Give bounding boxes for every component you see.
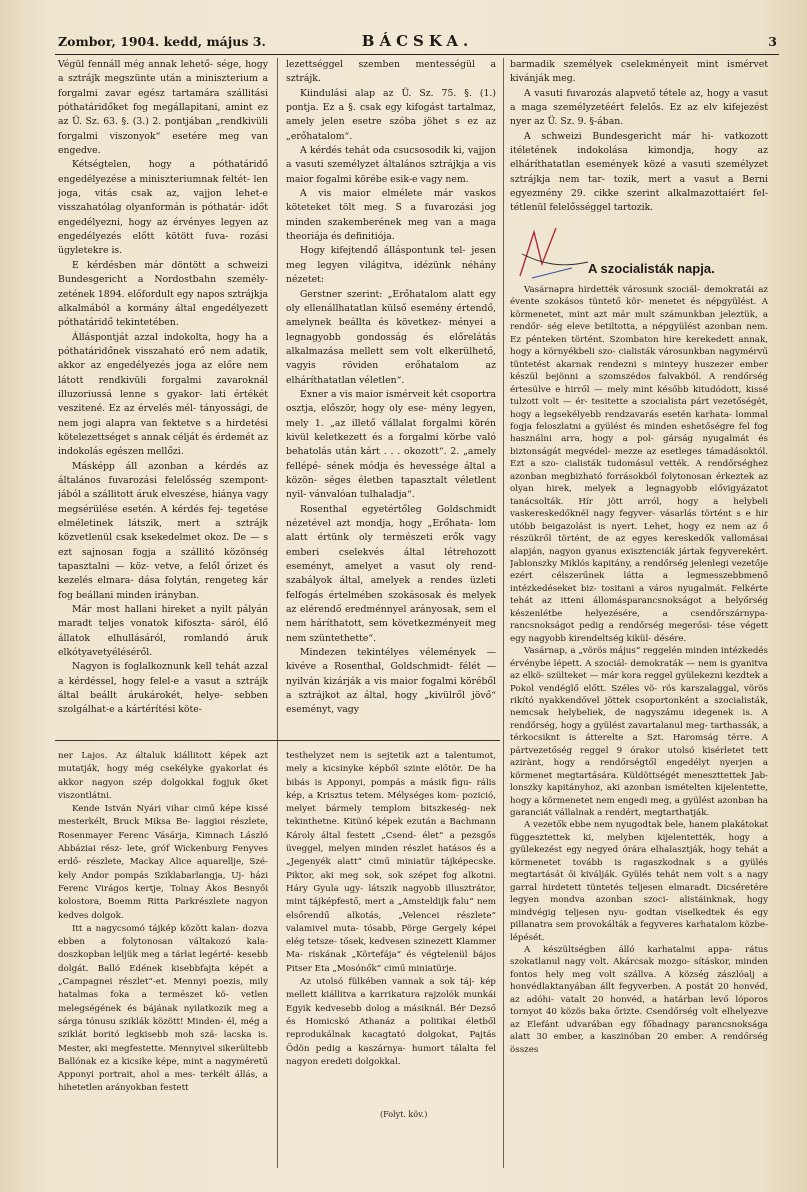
- paragraph: ner Lajos. Az általuk kiállitott képek azt mutatják, hogy még csekélyke gyakorlat és akkor nagyon szép dolgokkal fogjuk őket viszontlátni.: [58, 751, 268, 801]
- section-divider: [55, 740, 500, 741]
- paragraph: Kende István Nyári vihar cimű képe kissé mesterkélt, Bruck Miksa Be- laggioi részlete, Rosenmayer Ferenc Vásárja, Kimnach László Abbáziai rész- lete, gróf Wickenburg Fenyves erdő- részlete, Mackay Alice aquarellje, Szé- kely Andor pompás Sziklabarlangja, Uj- házi Ferenc Virágos kertje, Tolnay Ákos Besnyői kolostora, Boemm Ritta Parkrészlete nagyon kedves dolgok.: [58, 804, 268, 921]
- paragraph: A vezetők ebbe nem nyugodtak bele, hanem plakátokat függesztettek ki, melyben kijelentették, hogy a gyülekezést egy negyed órára elhalasztják, hogy tehát a körmenetet tovább is ragaszkodnak s a gyülés megtartását ői kiválják. Gyülés tehát nem volt s a nagy garral hirdetett tüntetés teljesen elmaradt. Dicséretére legyen mondva azonban szoci- alistáinknak, hogy mindvégig teljesen nyu- godtan viselkedtek és egy pillanatra sem provokálták a fegyveres karhatalom közbe- lépését.: [510, 820, 768, 943]
- article-column-1: [58, 58, 268, 738]
- paragraph: Már most hallani hireket a nyilt pályán maradt teljes vonatok kifoszta- sáról, élő állatok elhullásáról, romlandó áruk elkótyavetyéléséről.: [58, 604, 268, 659]
- newspaper-title: BÁCSKA.: [361, 32, 474, 50]
- paragraph: Hogy kifejtendő álláspontunk tel- jesen meg legyen világitva, idézünk néhány nézetet:: [286, 245, 496, 286]
- paragraph: A schweizi Bundesgericht már hi- vatkozott itéletének indokolása kimondja, hogy az elháríthatatlan események közé a vasuti személyzet sztrájkja nem tar- tozik, mert a vasut a Berni egyezmény 29. cikke szerint alkalmazottaiért fel- tétlenül felelősséggel tartozik.: [510, 130, 768, 214]
- paragraph: A vis maior elmélete már vaskos köteteket tölt meg. S a fuvarozási jog minden szakemberének meg van a maga theoriája és definitiója.: [286, 188, 496, 243]
- paragraph: Vasárnap, a „vörös május“ reggelén minden intézkedés érvénybe lépett. A szociál- demokraták — nem is gyanitva az elkö- szülteket — már kora reggel gyülekezni kezdtek a Pokol vendéglő előtt. Széles vö- rös karszalaggal, vörös rikító nyakkendővel jöttek csoportonként a szocialisták, nemcsak helybeliek, de nagyszámu idegenek is. A rendőrség, hogy a gyülést zavartalanul meg- tarthassák, a térkocsiknt is átterelte a Szt. Haromság térre. A pártvezetőség reggel 9 órakor utolsó kisérletet tett azirànt, hogy a rendőrségtől engedélyt nyerjen a körmenet megtartására. Küldöttségét meneszttettek Jab- lonszky kapitányhoz, aki azonban ismételten kijelentette, hogy a körmenetet nem engedi meg, a gyülést azonban ha garanciát vállalnak a rendért, megtarthatják.: [510, 646, 768, 819]
- paragraph: Az utolsó fülkében vannak a sok táj- kép mellett kiállitva a karrikatura rajzolók munkái Egyik kedvesebb dolog a másiknál. Bér Dezső és Homicskó Athanáz a politikai életből reprodukálnak kacagtató dolgokat, Pajtás Ödön pedig a kaszárnya- humort tálalta fel nagyon eredeti dolgokkal.: [286, 977, 496, 1067]
- feuilleton-column-2: [286, 750, 496, 1170]
- article-column-2: [286, 58, 496, 738]
- paragraph: lezettséggel szemben mentességül a sztrájk.: [286, 59, 496, 85]
- paragraph: Mindezen tekintélyes vélemények — kivéve a Rosenthal, Goldschmidt- félét — nyilván kizárják a vis maior fogalmi köréből a sztrájkot az által, hogy „kivülről jövő“ eseményt, vagy: [286, 647, 496, 716]
- column-divider: [277, 58, 278, 1168]
- paragraph: Álláspontját azzal indokolta, hogy ha a póthatáridőnek visszaható erő nem adatik, akkor az engedélyezés joga az előre nem látott rendkivüli forgalmi zavaroknál illuzoriussá lenne s gyakor- lati értékét veszitené. Ez az érvelés mél- tányossági, de nem jogi alapra van fektetve s a hirdetési kötelezettséget s annak célját és érdemét az indokolás egészen mellőzi.: [58, 331, 268, 458]
- paragraph: Kiindulási alap az Ü. Sz. 75. §. (1.) pontja. Ez a §. csak egy kifogást tartalmaz, amely jelen esetre szóba jöhet s ez az „erőhatalom“.: [286, 87, 496, 142]
- paragraph: Gerstner szerint: „Erőhatalom alatt egy oly ellenállhatatlan külső esemény értendő, amelynek beállta és következ- ményei a legnagyobb gondosság és előrelátás alkalmazása mellett sem volt elkerülhető, vagyis röviden erőhatalom az elháríthatatlan véletlen“.: [286, 288, 496, 386]
- paragraph: barmadik személyek cselekményeit mint ismérvet kivánják meg.: [510, 59, 768, 85]
- header-rule: [55, 54, 779, 55]
- section-title: A szocialisták napja.: [588, 261, 715, 276]
- column-divider: [503, 58, 504, 1168]
- paragraph: Nagyon is foglalkoznunk kell tehát azzal a kérdéssel, hogy felel-e a vasut a sztrájk által beállt árukárokét, helye- sebben szolgálhat-e a kártérítési köte-: [58, 661, 268, 716]
- section-body: [510, 284, 768, 1144]
- issue-date: Zombor, 1904. kedd, május 3.: [58, 34, 266, 49]
- paragraph: Kétségtelen, hogy a póthatáridő engedélyezése a miniszteriumnak feltét- len joga, vitás csak az, vajjon lehet-e visszahatólag olyanformán is póthatár- időt engedélyezni, hogy az érvényes legyen az engedélyezés előtt kötött fuva- rozási ügyletekre is.: [58, 159, 268, 257]
- paragraph: Itt a nagycsomó tájkép között kalan- dozva ebben a folytonosan váltakozó kala- doszkopban leljük meg a tárlat legérté- kesebb dolgát. Balló Edének kisebbfajta képét a „Campagnei részlet“-et. Mennyi poezis, mily hatalmas foka a természet kö- vetlen melegségének és bájának nyilatkozik meg a sárga tónusu sziklák között! Minden- él, még a sziklát boritó legkisebb moh szá- lacska is. Mester, aki megfestette. Mennyivel sikerültebb Ballónak ez a kicsike képe, mint a nagyméretű Apponyi portrait, ahol a mes- terkélt állás, a hihetetlen arányokban festett: [58, 923, 268, 1094]
- page-number: 3: [768, 34, 777, 49]
- paragraph: E kérdésben már döntött a schweizi Bundesgericht a Nordostbahn személy- zetének 1894. előfordult egy napos sztrájkja alkalmából a kormány által engedélyezett póthatáridő tekintetében.: [58, 259, 268, 329]
- paragraph: Exner a vis maior ismérveit két csoportra osztja, először, hogy oly ese- mény legyen, mely 1. „az illető vállalat forgalmi körén kivül keletkezett és a forgalmi körbe való behatolás után kárt . . . okozott“. 2. „amely fellépé- sének módja és hevessége által a közön- séges életben tapasztalt véletlent nyil- vánvalóan tulhaladja“.: [286, 388, 496, 501]
- page-header: [58, 34, 777, 52]
- paragraph: Rosenthal egyetértőleg Goldschmidt nézetével azt mondja, hogy „Erőhata- lom alatt értünk oly természeti erők vagy emberi cselekvés által létrehozott eseményt, amelyet a vasut oly rend- szabályok által, amelyek a rendes üzleti felfogás értelmében szokásosak és melyek az elérendő eredménnyel arányosak, sem el nem háríthatott, sem következményeit meg nem szüntethette“.: [286, 503, 496, 644]
- continuation-note: (Folyt. köv.): [380, 1110, 428, 1119]
- section-header: [510, 260, 768, 280]
- paragraph: Másképp áll azonban a kérdés az általános fuvarozási felelősség szempont- jából a szállitott áruk elveszése, hiánya vagy megsérülése esetén. A kérdés fej- tegetése elméletinek látszik, mert a sztrájk közvetlenül csak ksekedelmet okoz. De — s ezt sajnosan fogja a szállitó közönség tapasztalni — köz- vetve, a felől őrizet és kezelés elmara- dása folytán, rengeteg kár fog beállani minden irányban.: [58, 460, 268, 601]
- paragraph: Végül fennáll még annak lehető- sége, hogy a sztrájk megszünte után a miniszterium a forgalmi zavar egész tartamára szállitási póthatáridőket fog megállapitani, amint ez az Ü. Sz. 63. §. (3.) 2. pontjában „rendkivüli forgalmi viszonyok“ esetére meg van engedve.: [58, 59, 268, 157]
- paragraph: A kérdés tehát oda csucsosodik ki, vajjon a vasuti személyzet általános sztrájkja a vis maior fogalmi körébe esik-e vagy nem.: [286, 145, 496, 185]
- feuilleton-column-1: [58, 750, 268, 1170]
- paragraph: A vasuti fuvarozás alapvető tétele az, hogy a vasut a maga személyzetéért felelős. Ez az elv kifejezést nyer az Ü. Sz. 9. §-ában.: [510, 87, 768, 128]
- paragraph: A készültségben álló karhatalmi appa- rátus szokatlanul nagy volt. Akárcsak mozgo- sításkor, minden fontos hely meg volt szállva. A község zászlóalj a honvédlaktanyában állt fegyverben. A postát 20 honvéd, az adóhi- vatalt 20 honvéd, a határban levő lóporos tornyot 40 közös baka őrizte. Csendőrség volt elhelyezve az Elefánt udvarában egy főhadnagy parancsnoksága alatt 30 ember, a kaszinóban 20 ember. A rendőrség összes: [510, 945, 768, 1055]
- paragraph: testhelyzet nem is sejtetik azt a talentumot, mely a kicsinyke képből szinte előtör. De ha bibás is Apponyi, pompás a másik figu- rális kép, a Krisztus tetem. Mélységes kom- pozició, melyet bármely templom bitszkeség- nek tekinthetne. Kitünő képek ezután a Bachmann Károly által festett „Csend- élet“ a pezsgős üveggel, melyen minden részlet hatásos és a „Jegenyék alatt“ cimű miniatür tájképecske. Piktor, aki meg sok, sok szépet fog alkotni. Háry Gyula ugy- látszik nagyobb illusztrátor, mint tájképfestő, mert a „Amsteldijk falu“ nem elsőrendű alkotás, „Velencei részlete“ valamivel muta- tósabb, Pörge Gergely képei elég tetsze- tősek, kedvesen szinezett Klammer Ma- riskának „Körtefája“ és végtelenül bájos Pitser Eta „Mosónők“ cimű miniatürje.: [286, 751, 496, 974]
- paragraph: Vasárnapra hirdették városunk szociál- demokratái az évente szokásos tüntető kör- menetet és népgyülést. A körmenetet, mint azt már mult számunkban jeleztük, a rendőr- ség eleve betiltotta, a népgyülést azonban nem. Ez pénteken történt. Szombaton hire kerekedett annak, hogy a környékbeli szo- cialisták városunkban nagymérvű tüntetést akarnak rendezni s minteyy huszezer ember készül bejönni a szomszédos falvakból. A rendőrség értesülve e hirről — mely mint később kitudódott, kissé tulzott volt — ér- tesitette a szocialista párt vezetőségét, hogy a legsekélyebb rendzavarás esetén karhata- lommal fogja feloszlatni a gyülést és minden eshetőségre fel fog használni arra, hogy a pol- gárság nyugalmát és biztonságát megvédel- mezze az esetleges támadásoktól. Ezt a szo- cialisták tudomásul vették. A rendőrséghez azonban megbizható forrásokból folytonosan érkeztek az olyan hirek, melyek a legnagyobb elővigyázatot tanácsolták. Hír jött arról, hogy a helybeli vaskereskedőknél nagy fegyver- vásarlás történt s e hir utóbb beigazolást is nyert. Lehet, hogy ez nem az ő részükről történt, de az egyes kereskedők vallomásai alapján, nagyon gyanus exisztenciák jártak fegyverekért. Jablonszky Miklós kapitány, a rendőrség jelenlegi vezetője ezért célszerűnek látta a legmesszebbmenő intézkedéseket biz- tositani a város nyugalmát. Felkérte tehát az itteni állomásparancsnokságot a helyőrség készenlétbe helyezésére, a csendőrszárnypa- rancsnokságot pedig a rendőrség megerősi- tése végett egy nagyobb kirendeltség kikül- désére.: [510, 285, 768, 644]
